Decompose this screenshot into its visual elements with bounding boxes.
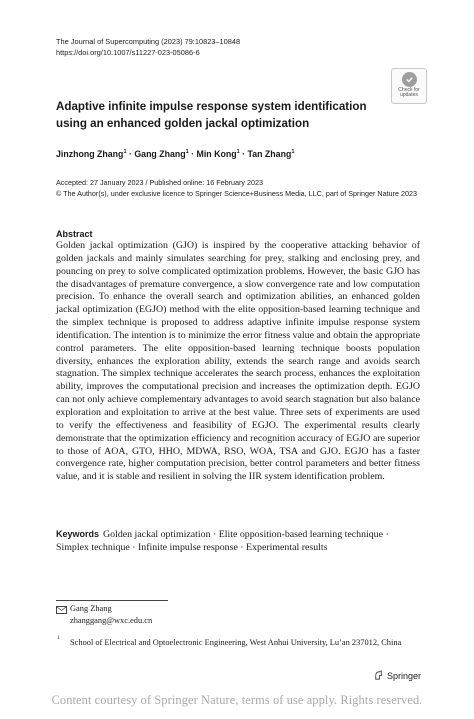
journal-header [56, 36, 240, 58]
author-affiliation-sup: 1 [185, 149, 189, 155]
affiliation-number: 1 [57, 635, 60, 641]
author-affiliation-sup: 1 [236, 149, 240, 155]
badge-line1: Check for [398, 87, 420, 93]
keywords-section [56, 528, 420, 554]
accepted-published-line: Accepted: 27 January 2023 / Published online: 16 February 2023 [56, 178, 263, 187]
author-name[interactable]: Min Kong [196, 148, 237, 159]
author-list: Jinzhong Zhang$^1$ · Gang Zhang$^1$ · Min Kong$^1$ · Tan Zhang$^1$ [56, 148, 295, 159]
author-affiliation-sup: 1 [123, 149, 127, 155]
corresponding-author-email[interactable]: zhanggang@wxc.edu.cn [70, 615, 153, 625]
badge-line2: updates [400, 92, 418, 98]
abstract-text: Golden jackal optimization (GJO) is inspired by the cooperative attacking behavior of golden jackals and mainly simulates searching for prey, stalking and enclosing prey, and pouncing on prey to solve complicated optimization problems. However, the basic GJO has the disadvantages of premature convergence, a slow convergence rate and low computation precision. To enhance the overall search and optimization abilities, an enhanced golden jackal optimization (EGJO) method with the elite opposition-based learning technique and the simplex technique is proposed to address adaptive infinite impulse response system identification. The intention is to minimize the error fitness value and obtain the appropriate control parameters. The elite opposition-based learning technique boosts population diversity, enhances the exploration ability, extends the search range and avoids search stagnation. The simplex technique accelerates the search process, enhances the exploitation ability, improves the computational precision and increases the optimization depth. EGJO can not only achieve complementary advantages to avoid search stagnation but also balance exploration and exploitation to arrive at the best value. Three sets of experiments are used to verify the effectiveness and feasibility of EGJO. The experimental results clearly demonstrate that the optimization efficiency and recognition accuracy of EGJO are superior to those of AOA, GTO, HHO, MDWA, RSO, WOA, TSA and GJO. EGJO has a faster convergence rate, higher computation precision, better control parameters and better fitness value, and it is stable and resilient in solving the IIR system identification problem. [56, 240, 420, 483]
affiliation-text: School of Electrical and Optoelectronic Engineering, West Anhui University, Lu’an 237012, China [70, 638, 402, 647]
author-name[interactable]: Gang Zhang [134, 148, 186, 159]
doi-link[interactable]: https://doi.org/10.1007/s11227-023-05086-6 [56, 48, 200, 57]
check-for-updates-badge[interactable] [391, 68, 427, 104]
courtesy-watermark: Content courtesy of Springer Nature, terms of use apply. Rights reserved. [51, 693, 423, 707]
publication-dates [56, 178, 436, 199]
publisher-logo [373, 670, 421, 681]
springer-horse-icon [373, 670, 384, 681]
footnote-divider [56, 600, 168, 601]
author-name[interactable]: Jinzhong Zhang [56, 148, 124, 159]
journal-citation: The Journal of Supercomputing (2023) 79:10823–10848 [56, 37, 241, 46]
copyright-line: © The Author(s), under exclusive licence to Springer Science+Business Media, LLC, part of Springer Nature 2023 [56, 188, 417, 198]
correspondence [70, 603, 152, 626]
author-affiliation-sup: 1 [291, 149, 295, 155]
abstract-heading: Abstract [56, 229, 93, 239]
keywords-label: Keywords [56, 529, 100, 539]
check-updates-icon [402, 72, 417, 87]
corresponding-author-name: Gang Zhang [70, 604, 112, 613]
article-title: Adaptive infinite impulse response system identification using an enhanced golden jackal optimization [56, 100, 367, 130]
envelope-icon [56, 606, 67, 614]
author-name[interactable]: Tan Zhang [247, 148, 292, 159]
keywords-text: Golden jackal optimization · Elite opposition-based learning technique · Simplex technique · Infinite impulse response · Experimental results [56, 529, 389, 553]
publisher-name: Springer [387, 670, 422, 681]
